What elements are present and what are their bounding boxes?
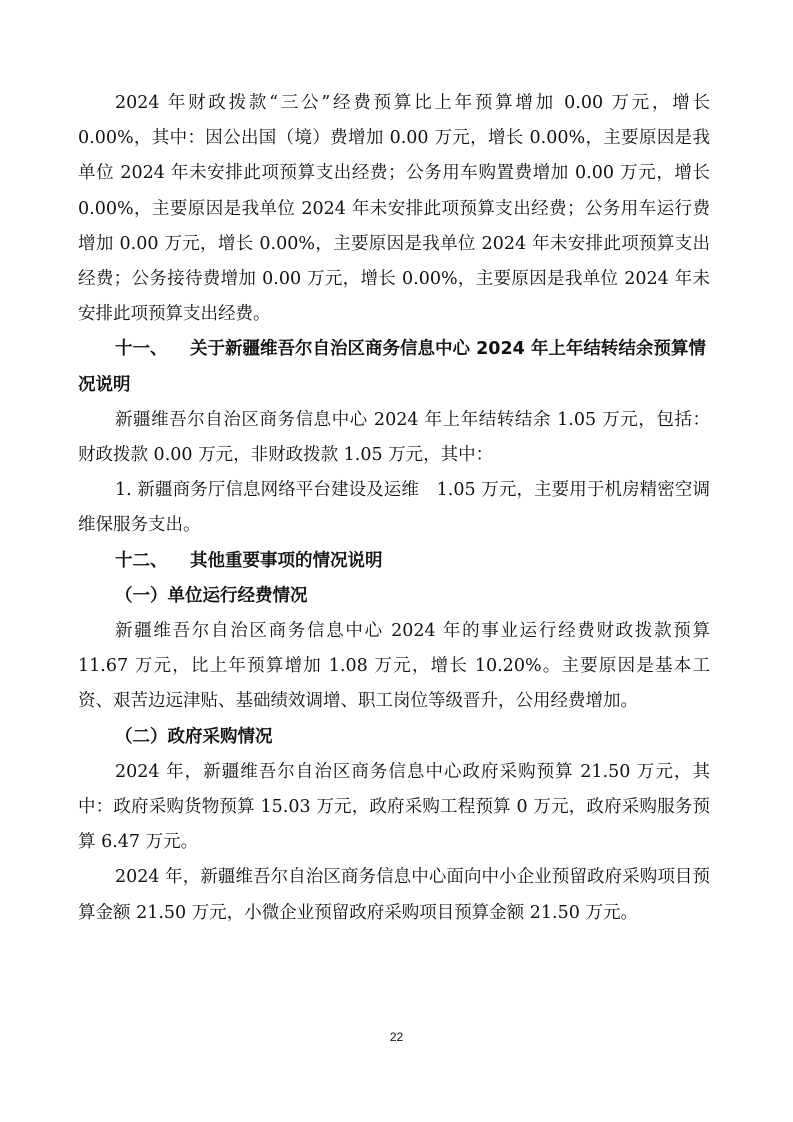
paragraph-carryover: 新疆维吾尔自治区商务信息中心 2024 年上年结转结余 1.05 万元，包括：财政拨款 0.00 万元，非财政拨款 1.05 万元，其中： — [78, 409, 710, 466]
paragraph-procurement-budget: 2024 年，新疆维吾尔自治区商务信息中心政府采购预算 21.50 万元，其中：政府采购货物预算 15.03 万元，政府采购工程预算 0 万元，政府采购服务预算 6.47 万元。 — [78, 761, 710, 853]
subheading-operating-expenses: （一）单位运行经费情况 — [115, 585, 308, 606]
page-number: 22 — [389, 1030, 404, 1044]
paragraph-three-public-expenses: 2024 年财政拨款“三公”经费预算比上年预算增加 0.00 万元，增长 0.00%，其中：因公出国（境）费增加 0.00 万元，增长 0.00%，主要原因是我单位 2024 年未安排此项预算支出经费；公务用车购置费增加 0.00 万元，增长 0.00%，主要原因是我单位 2024 年未安排此项预算支出经费；公务用车运行费增加 0.00 万元，增长 0.00%，主要原因是我单位 2024 年未安排此项预算支出经费；公务接待费增加 0.00 万元，增长 0.00%，主要原因是我单位 2024 年未安排此项预算支出经费。 — [78, 93, 710, 325]
document-page — [78, 86, 710, 931]
section-title: 其他重要事项的情况说明 — [190, 550, 383, 571]
section-heading-12 — [78, 544, 710, 579]
section-title: 关于新疆维吾尔自治区商务信息中心 2024 年上年结转结余预算情况说明 — [78, 339, 706, 395]
list-item: 1. 新疆商务厅信息网络平台建设及运维 1.05 万元，主要用于机房精密空调维保服务支出。 — [78, 480, 710, 536]
section-heading-11 — [78, 332, 710, 402]
section-number: 十二、 — [115, 550, 168, 571]
paragraph-sme-procurement: 2024 年，新疆维吾尔自治区商务信息中心面向中小企业预留政府采购项目预算金额 21.50 万元，小微企业预留政府采购项目预算金额 21.50 万元。 — [78, 867, 710, 923]
subheading-government-procurement: （二）政府采购情况 — [115, 726, 273, 747]
paragraph-operating-expenses: 新疆维吾尔自治区商务信息中心 2024 年的事业运行经费财政拨款预算 11.67 万元，比上年预算增加 1.08 万元，增长 10.20%。主要原因是基本工资、艰苦边远津贴、基础绩效调增、职工岗位等级晋升，公用经费增加。 — [78, 621, 710, 712]
section-number: 十一、 — [115, 339, 168, 360]
